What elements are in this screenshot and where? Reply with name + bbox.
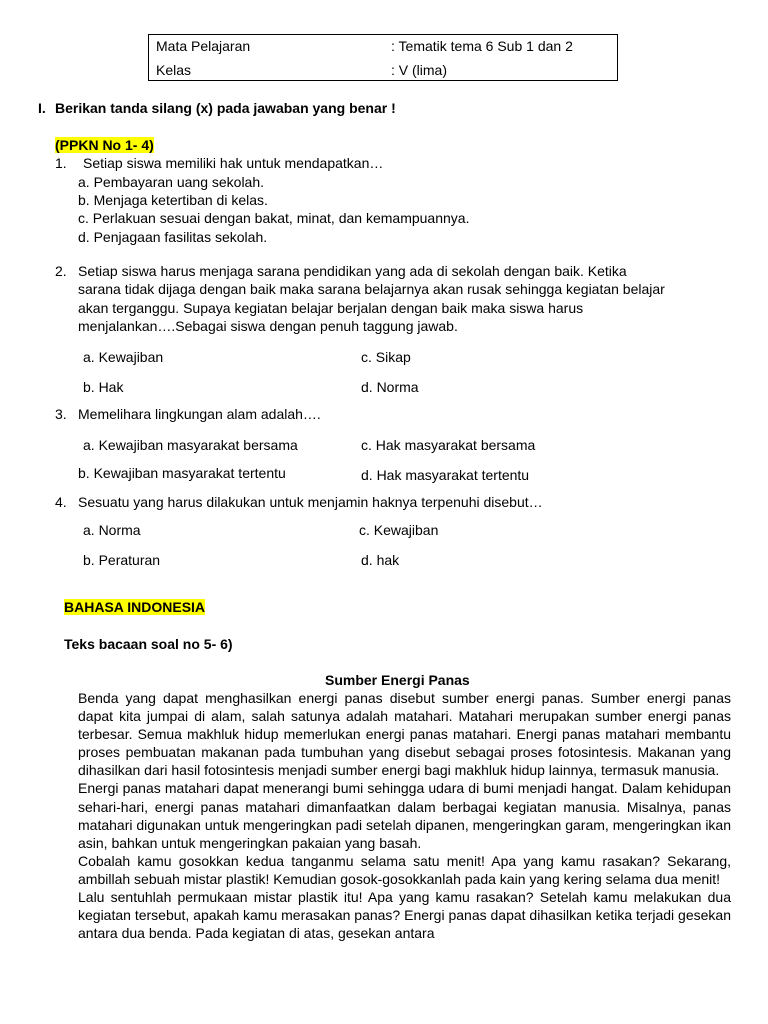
q1-option-c: c. Perlakuan sesuai dengan bakat, minat, dan kemampuannya. [78, 210, 470, 226]
q2-text-line4: menjalankan….Sebagai siswa dengan penuh taggung jawab. [78, 318, 458, 334]
reading-paragraph: Cobalah kamu gosokkan kedua tanganmu selama satu menit! Apa yang kamu rasakan? Sekarang, ambillah sebuah mistar plastik! Kemudian gosok-gosokkanlah pada kain yang kering selama dua menit! [78, 852, 731, 887]
q1-option-b: b. Menjaga ketertiban di kelas. [78, 192, 268, 208]
class-label: Kelas [156, 62, 192, 78]
q2-option-a: a. Kewajiban [83, 349, 164, 365]
ppkn-heading: (PPKN No 1- 4) [55, 137, 154, 153]
q2-text-line1: Setiap siswa harus menjaga sarana pendidikan yang ada di sekolah dengan baik. Ketika [78, 263, 627, 279]
reading-instruction: Teks bacaan soal no 5- 6) [64, 636, 233, 652]
q3-option-c: c. Hak masyarakat bersama [361, 437, 536, 453]
subject-label: Mata Pelajaran [156, 38, 251, 54]
subject-value: : Tematik tema 6 Sub 1 dan 2 [391, 38, 573, 54]
q3-number: 3. [55, 406, 67, 422]
q4-option-a: a. Norma [83, 522, 141, 538]
reading-title: Sumber Energi Panas [325, 672, 470, 688]
q4-option-d: d. hak [361, 552, 400, 568]
section-number: I. [38, 100, 46, 116]
q3-option-b: b. Kewajiban masyarakat tertentu [78, 465, 286, 481]
q1-option-d: d. Penjagaan fasilitas sekolah. [78, 229, 268, 245]
q1-text: Setiap siswa memiliki hak untuk mendapatkan… [83, 155, 384, 171]
section-title: Berikan tanda silang (x) pada jawaban yang benar ! [55, 100, 396, 116]
reading-passage [78, 689, 731, 942]
q1-number: 1. [55, 155, 67, 171]
reading-paragraph: Energi panas matahari dapat menerangi bumi sehingga udara di bumi menjadi hangat. Dalam kehidupan sehari-hari, energi panas matahari dimanfaatkan dalam berbagai kegiatan manusia. Misalnya, panas matahari digunakan untuk mengeringkan padi setelah dipanen, mengeringkan garam, mengeringkan ikan asin, bahkan untuk mengeringkan pakaian yang basah. [78, 780, 731, 851]
q2-option-d: d. Norma [361, 379, 419, 395]
reading-paragraph: Benda yang dapat menghasilkan energi panas disebut sumber energi panas. Sumber energi panas dapat kita jumpai di alam, salah satunya adalah matahari. Matahari merupakan sumber energi panas terbesar. Semua makhluk hidup memerlukan energi panas matahari. Energi panas matahari membantu proses pembuatan makanan pada tumbuhan yang disebut sebagai proses fotosintesis. Makanan yang dihasilkan dari hasil fotosintesis menjadi sumber energi bagi makhluk hidup lainnya, termasuk manusia. [78, 690, 731, 779]
q1-option-a: a. Pembayaran uang sekolah. [78, 174, 265, 190]
reading-paragraph: Lalu sentuhlah permukaan mistar plastik itu! Apa yang kamu rasakan? Setelah kamu melakukan dua kegiatan tersebut, apakah kamu merasakan panas? Energi panas dapat dihasilkan ketika terjadi gesekan antara dua benda. Pada kegiatan di atas, gesekan antara [78, 889, 731, 942]
q4-number: 4. [55, 494, 67, 510]
q2-text-line2: sarana tidak dijaga dengan baik maka sarana belajarnya akan rusak sehingga kegiatan belajar [78, 281, 665, 297]
q2-option-b: b. Hak [83, 379, 124, 395]
q3-text: Memelihara lingkungan alam adalah…. [78, 406, 321, 422]
q2-number: 2. [55, 263, 67, 279]
class-value: : V (lima) [391, 62, 447, 78]
q2-text-line3: akan terganggu. Supaya kegiatan belajar berjalan dengan baik maka siswa harus [78, 300, 584, 316]
q4-option-c: c. Kewajiban [359, 522, 439, 538]
bahasa-heading: BAHASA INDONESIA [64, 599, 206, 615]
q3-option-a: a. Kewajiban masyarakat bersama [83, 437, 298, 453]
q4-option-b: b. Peraturan [83, 552, 161, 568]
q4-text: Sesuatu yang harus dilakukan untuk menjamin haknya terpenuhi disebut… [78, 494, 543, 510]
q3-option-d: d. Hak masyarakat tertentu [361, 467, 530, 483]
q2-option-c: c. Sikap [361, 349, 411, 365]
